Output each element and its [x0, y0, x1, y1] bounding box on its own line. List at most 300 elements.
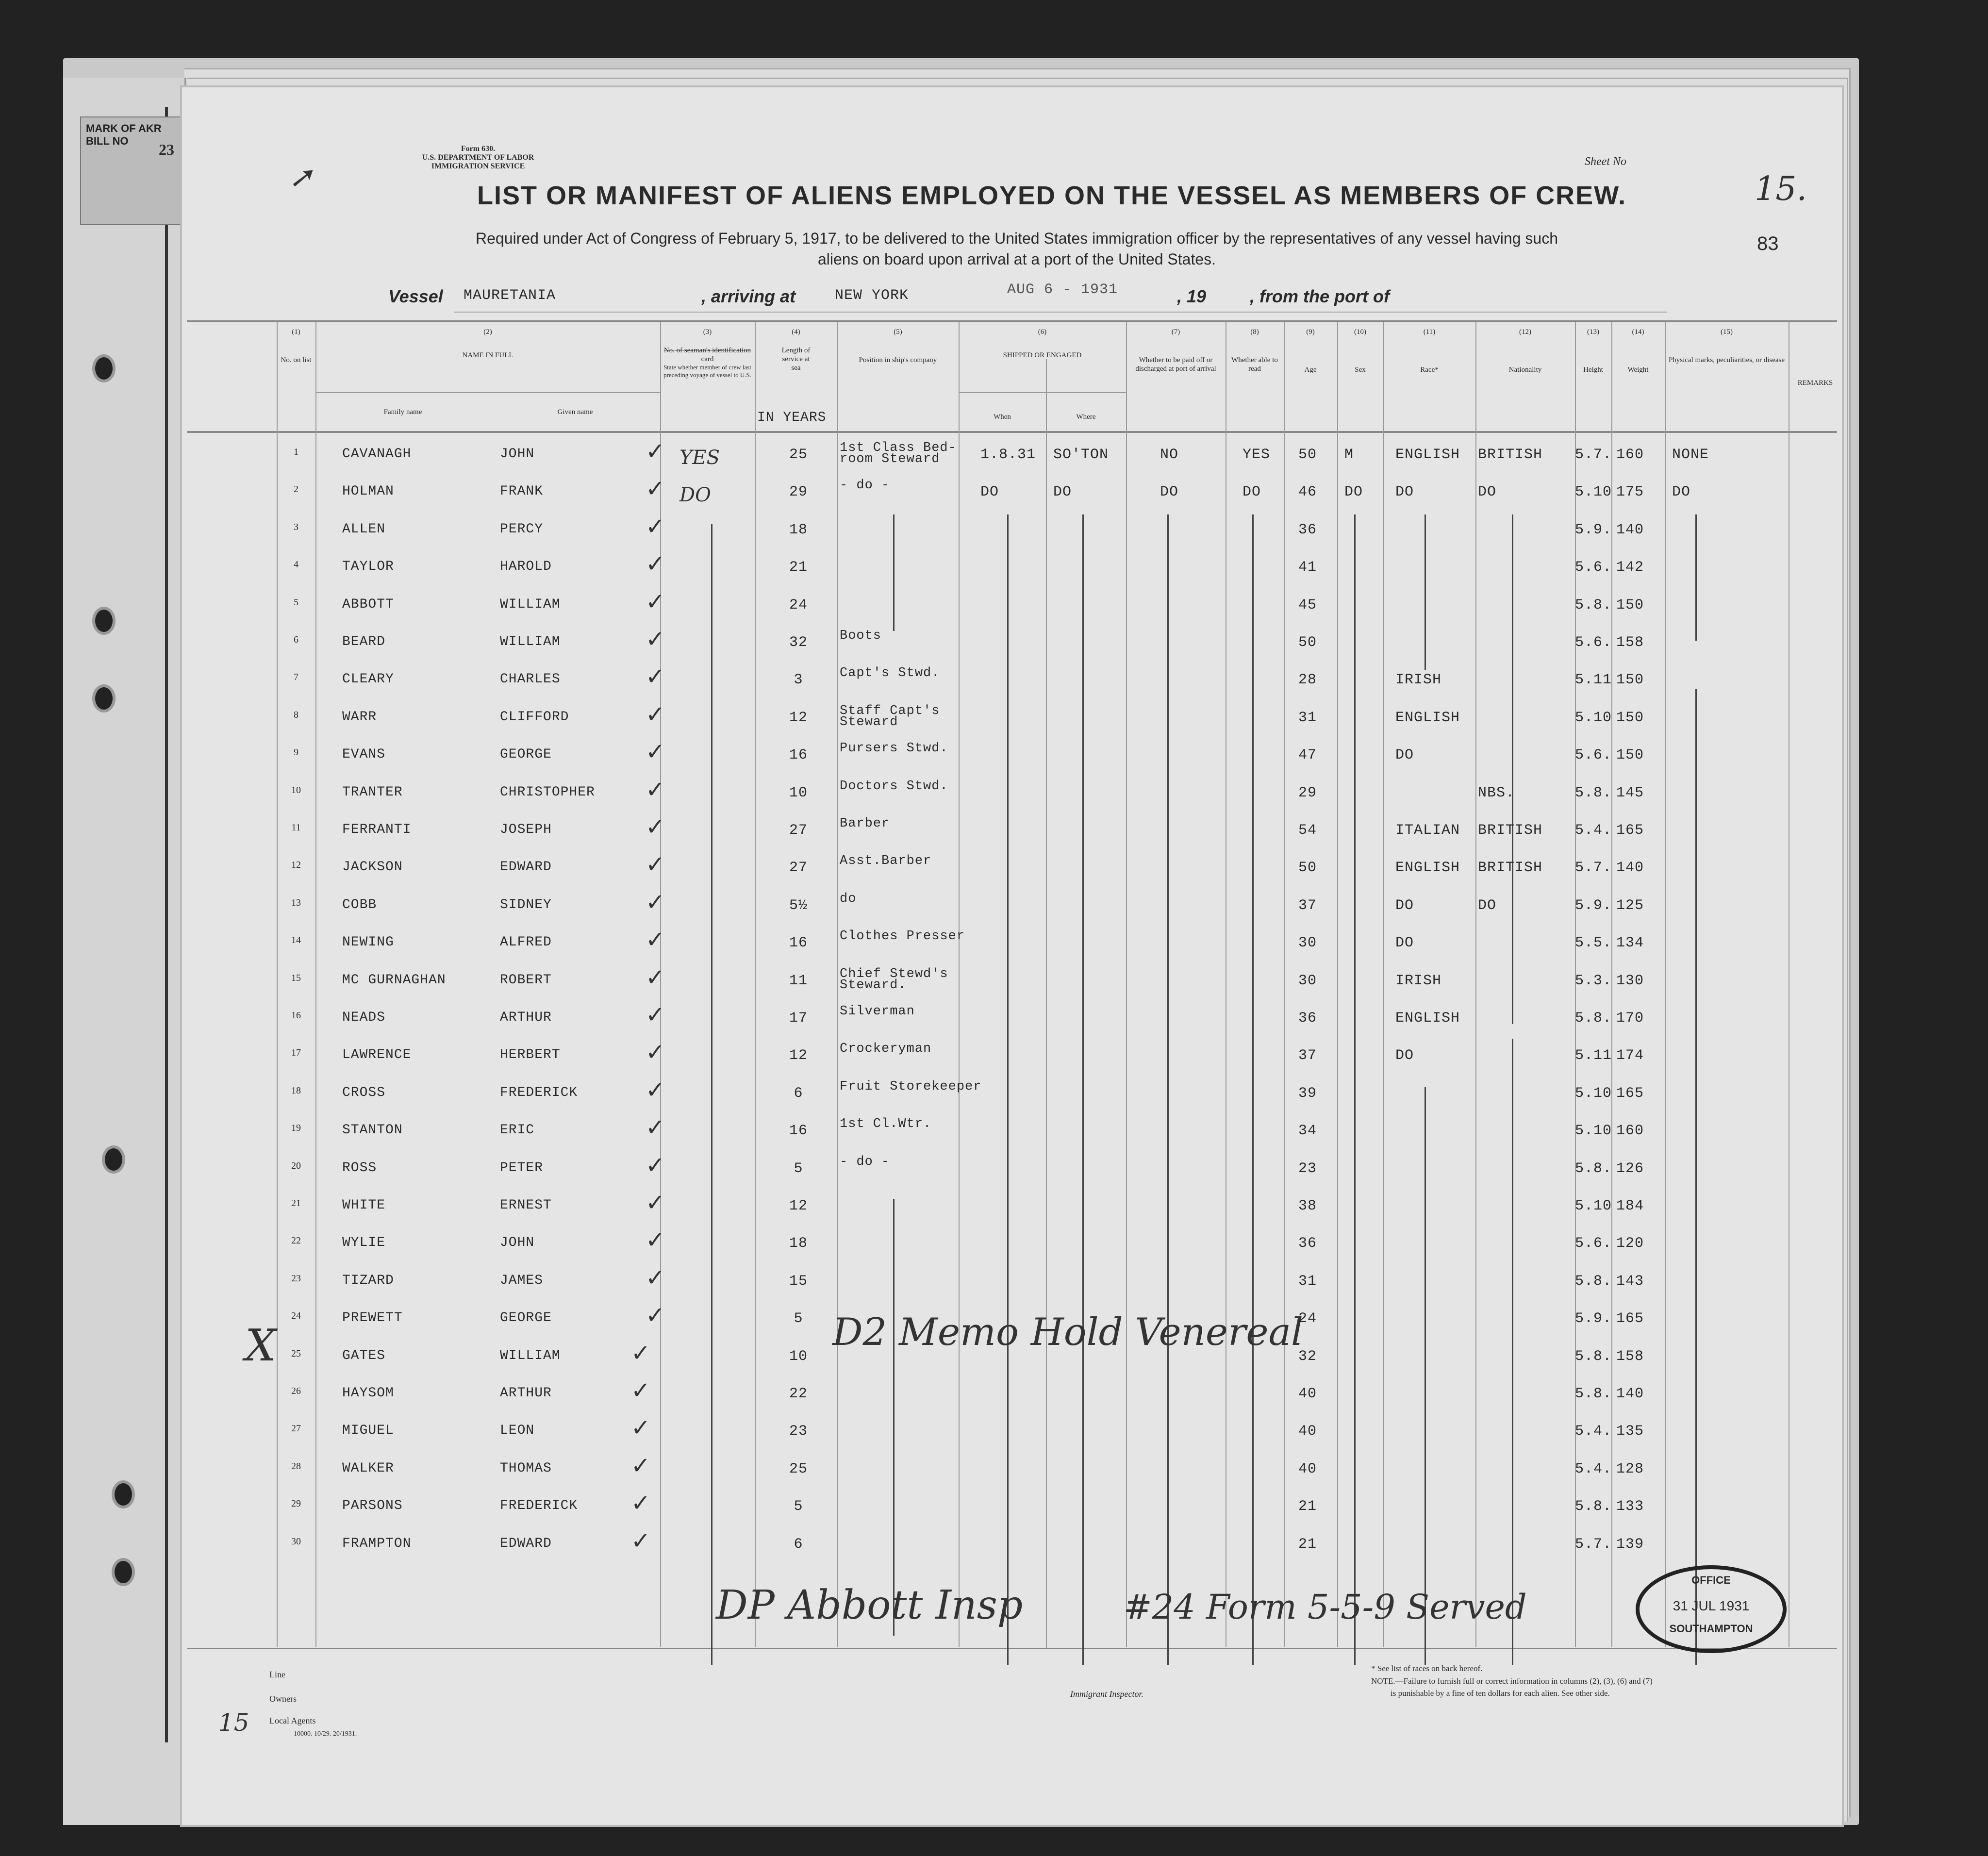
cell-family: WARR [342, 709, 377, 725]
stamp-date: 31 JUL 1931 [1673, 1598, 1750, 1613]
cell-n: 22 [291, 1235, 301, 1246]
cell-years: 22 [789, 1386, 808, 1402]
cell-height: 5.7. [1575, 860, 1612, 877]
col12-label: Nationality [1508, 366, 1542, 374]
table-row [262, 700, 1830, 746]
cell-family: MC GURNAGHAN [342, 972, 446, 988]
vessel-name: MAURETANIA [464, 287, 556, 304]
col13-number: (13) [1587, 328, 1599, 336]
checkmark: ✓ [631, 1414, 651, 1442]
checkmark: ✓ [646, 663, 665, 691]
cell-family: HOLMAN [342, 484, 394, 499]
cell-age: 31 [1298, 709, 1317, 726]
col4-years-typed: IN YEARS [757, 410, 827, 425]
cell-marks: DO [1672, 484, 1691, 501]
cell-height: 5.8. [1575, 1386, 1612, 1402]
col3-label-struck: No. of seaman's identification card [663, 347, 751, 363]
cell-height: 5.7. [1575, 447, 1612, 463]
cell-weight: 140 [1616, 860, 1644, 877]
cell-family: ABBOTT [342, 597, 394, 612]
cell-given: LEON [500, 1423, 535, 1439]
cell-race: ENGLISH [1395, 447, 1460, 463]
cell-age: 36 [1298, 1010, 1317, 1027]
binder-hole [102, 1145, 125, 1174]
cell-age: 50 [1298, 447, 1317, 463]
table-row [262, 1001, 1830, 1047]
cell-n: 8 [294, 709, 298, 720]
col11-label: Race* [1420, 366, 1439, 374]
cell-years: 32 [789, 634, 808, 651]
cell-family: WALKER [342, 1460, 394, 1476]
col7-header [1126, 328, 1226, 373]
cell-given: ERNEST [500, 1198, 552, 1213]
cell-given: FREDERICK [500, 1498, 578, 1514]
cell-mark: YES [679, 447, 720, 469]
cell-weight: 139 [1616, 1536, 1644, 1553]
cell-given: JOSEPH [500, 822, 552, 837]
cell-weight: 134 [1616, 935, 1644, 952]
checkmark: ✓ [631, 1452, 651, 1479]
cell-n: 25 [291, 1348, 301, 1359]
cell-years: 12 [789, 1198, 808, 1214]
cell-family: GATES [342, 1348, 386, 1363]
cell-height: 5.10 [1575, 709, 1612, 726]
cell-n: 10 [291, 784, 301, 795]
cell-family: BEARD [342, 634, 386, 649]
table-row [262, 438, 1830, 483]
cell-n: 20 [291, 1160, 301, 1171]
cell-position: Silverman [840, 1004, 915, 1019]
cell-age: 37 [1298, 897, 1317, 914]
cell-height: 5.10 [1575, 1123, 1612, 1140]
table-row [262, 1151, 1830, 1197]
cell-height: 5.8. [1575, 1273, 1612, 1290]
col2-number: (2) [483, 328, 492, 336]
col9-header [1284, 328, 1337, 374]
cell-years: 23 [789, 1423, 808, 1440]
cell-nat: DO [1478, 484, 1497, 501]
table-row [262, 1039, 1830, 1084]
cell-read: YES [1242, 447, 1271, 463]
cell-years: 5½ [789, 897, 808, 914]
cell-age: 21 [1298, 1536, 1317, 1553]
stamp-place: SOUTHAMPTON [1669, 1623, 1753, 1635]
col5-number: (5) [894, 328, 902, 336]
cell-years: 12 [789, 1047, 808, 1064]
arrival-date: AUG 6 - 1931 [1007, 282, 1118, 298]
cell-family: FRAMPTON [342, 1536, 412, 1551]
cell-given: JAMES [500, 1273, 544, 1288]
cell-family: CAVANAGH [342, 447, 412, 462]
col3-header [660, 328, 755, 379]
table-top-rule [187, 320, 1837, 322]
cell-height: 5.8. [1575, 1160, 1612, 1177]
cell-height: 5.8. [1575, 597, 1612, 613]
cell-height: 5.5. [1575, 935, 1612, 952]
cell-race: IRISH [1395, 672, 1442, 689]
cell-height: 5.11 [1575, 672, 1612, 689]
table-row [262, 1226, 1830, 1272]
cell-position: - do - [840, 478, 890, 493]
cell-family: STANTON [342, 1123, 403, 1138]
cell-age: 37 [1298, 1047, 1317, 1064]
table-row [262, 1114, 1830, 1160]
table-row [262, 1377, 1830, 1423]
cell-given: FREDERICK [500, 1085, 578, 1100]
cell-age: 40 [1298, 1386, 1317, 1402]
col5-header [837, 328, 959, 365]
cell-years: 27 [789, 822, 808, 839]
cell-family: CLEARY [342, 672, 394, 687]
table-row [262, 588, 1830, 634]
cell-years: 27 [789, 860, 808, 877]
col6-number: (6) [1038, 328, 1047, 336]
form-number: Form 630. [461, 145, 496, 153]
cell-weight: 150 [1616, 597, 1644, 613]
cell-n: 30 [291, 1536, 301, 1547]
col1-header [277, 328, 315, 365]
cell-where: SO'TON [1053, 447, 1109, 463]
cell-n: 18 [291, 1085, 301, 1096]
cell-sex: DO [1344, 484, 1363, 501]
table-row [262, 475, 1830, 521]
cell-years: 3 [794, 672, 803, 689]
vessel-underline [454, 312, 1667, 313]
cell-weight: 165 [1616, 822, 1644, 839]
cell-position: Capt's Stwd. [840, 666, 940, 681]
cell-weight: 130 [1616, 972, 1644, 989]
col6-where-header: Where [1076, 413, 1096, 421]
cell-years: 24 [789, 597, 808, 613]
table-row [262, 851, 1830, 896]
cell-age: 30 [1298, 935, 1317, 952]
checkmark: ✓ [646, 588, 665, 615]
checkmark: ✓ [646, 1302, 665, 1329]
cell-given: ARTHUR [500, 1010, 552, 1025]
footer-agents-label: Local Agents [269, 1716, 316, 1725]
inspector-signature: DP Abbott Insp [716, 1582, 1023, 1628]
cell-family: PREWETT [342, 1310, 403, 1326]
cell-height: 5.6. [1575, 1235, 1612, 1252]
cell-height: 5.10 [1575, 1198, 1612, 1214]
cell-given: JOHN [500, 447, 535, 462]
table-row [262, 776, 1830, 822]
col1-label: No. on list [281, 356, 312, 364]
cell-years: 25 [789, 1460, 808, 1477]
cell-position: Staff Capt's Steward [840, 703, 940, 729]
cell-years: 16 [789, 747, 808, 764]
cell-years: 10 [789, 1348, 808, 1365]
page-subtitle [366, 228, 1667, 270]
cell-weight: 170 [1616, 1010, 1644, 1027]
cell-height: 5.9. [1575, 897, 1612, 914]
binder-hole [92, 354, 116, 382]
cell-age: 30 [1298, 972, 1317, 989]
col7-number: (7) [1171, 328, 1180, 336]
cell-age: 54 [1298, 822, 1317, 839]
cell-nat: BRITISH [1478, 822, 1543, 839]
cell-age: 21 [1298, 1498, 1317, 1515]
row24-handwritten-note: D2 Memo Hold Venereal [832, 1310, 1303, 1354]
col1-number: (1) [292, 328, 300, 336]
from-port-label: , from the port of [1250, 286, 1390, 306]
cell-weight: 158 [1616, 1348, 1644, 1365]
col14-number: (14) [1632, 328, 1644, 336]
cell-position: 1st Cl.Wtr. [840, 1117, 932, 1132]
checkmark: ✓ [646, 1001, 665, 1028]
cell-age: 46 [1298, 484, 1317, 501]
subtitle-line-2: aliens on board upon arrival at a port of the United States. [817, 250, 1216, 268]
cell-age: 38 [1298, 1198, 1317, 1214]
checkmark: ✓ [646, 700, 665, 728]
cell-age: 32 [1298, 1348, 1317, 1365]
cell-weight: 128 [1616, 1460, 1644, 1477]
col3-number: (3) [703, 328, 712, 336]
cell-age: 36 [1298, 1235, 1317, 1252]
table-row [262, 663, 1830, 709]
cell-position: Doctors Stwd. [840, 779, 948, 794]
cell-height: 5.6. [1575, 559, 1612, 576]
cell-race: DO [1395, 935, 1414, 952]
cell-position: Crockeryman [840, 1042, 932, 1057]
col8-number: (8) [1250, 328, 1259, 336]
cell-years: 10 [789, 784, 808, 801]
stamp-office: OFFICE [1691, 1574, 1731, 1586]
cell-height: 5.7. [1575, 1536, 1612, 1553]
department: U.S. DEPARTMENT OF LABOR [422, 153, 534, 162]
footer-print-code: 10000. 10/29. 20/1931. [294, 1730, 357, 1738]
col10-number: (10) [1354, 328, 1366, 336]
vessel-label: Vessel [388, 286, 443, 306]
cell-read: DO [1242, 484, 1261, 501]
cell-given: HERBERT [500, 1047, 561, 1063]
cell-given: CHARLES [500, 672, 561, 687]
col15-number: (15) [1721, 328, 1733, 336]
cell-weight: 150 [1616, 709, 1644, 726]
cell-n: 4 [294, 559, 298, 570]
cell-weight: 125 [1616, 897, 1644, 914]
cell-position: Pursers Stwd. [840, 741, 948, 756]
cell-family: JACKSON [342, 860, 403, 875]
checkmark: ✓ [646, 813, 665, 841]
cell-age: 40 [1298, 1460, 1317, 1477]
cell-family: ROSS [342, 1160, 377, 1176]
cell-race: DO [1395, 747, 1414, 764]
cell-position: Fruit Storekeeper [840, 1079, 982, 1094]
cell-given: GEORGE [500, 747, 552, 762]
cell-age: 24 [1298, 1310, 1317, 1327]
col6-label: SHIPPED OR ENGAGED [1003, 351, 1082, 359]
cell-given: CLIFFORD [500, 709, 569, 725]
cell-n: 19 [291, 1123, 301, 1134]
col4-header [755, 328, 837, 372]
checkmark: ✓ [646, 926, 665, 954]
cell-height: 5.4. [1575, 1460, 1612, 1477]
checkmark: ✓ [646, 1151, 665, 1179]
cell-given: THOMAS [500, 1460, 552, 1476]
checkmark: ✓ [646, 963, 665, 991]
form-block [386, 145, 570, 171]
cell-weight: 158 [1616, 634, 1644, 651]
cell-nat: DO [1478, 897, 1497, 914]
cell-weight: 135 [1616, 1423, 1644, 1440]
cell-nat: NBS. [1478, 784, 1515, 801]
cell-n: 14 [291, 935, 301, 946]
cell-n: 7 [294, 672, 298, 683]
cell-weight: 143 [1616, 1273, 1644, 1290]
page-title: LIST OR MANIFEST OF ALIENS EMPLOYED ON THE VESSEL AS MEMBERS OF CREW. [477, 181, 1627, 210]
checkmark: ✓ [646, 1076, 665, 1104]
service: IMMIGRATION SERVICE [431, 162, 525, 170]
col13-header [1575, 328, 1611, 374]
cell-height: 5.9. [1575, 1310, 1612, 1327]
ledger-box [80, 116, 194, 225]
cell-given: EDWARD [500, 1536, 552, 1551]
col6-header [959, 328, 1126, 360]
cell-position: Barber [840, 816, 890, 831]
cell-position: Chief Stewd's Steward. [840, 966, 948, 993]
col6-when-header: When [994, 413, 1011, 421]
cell-mark: DO [679, 484, 711, 507]
footer-line-label: Line [269, 1670, 285, 1679]
col11-number: (11) [1423, 328, 1436, 336]
cell-n: 26 [291, 1386, 301, 1396]
table-row [262, 1076, 1830, 1122]
cell-nat: BRITISH [1478, 447, 1543, 463]
table-row [262, 888, 1830, 934]
cell-height: 5.8. [1575, 1010, 1612, 1027]
cell-race: DO [1395, 1047, 1414, 1064]
col13-label: Height [1583, 366, 1603, 374]
checkmark: ✓ [646, 1189, 665, 1216]
col12-header [1475, 328, 1575, 374]
cell-weight: 184 [1616, 1198, 1644, 1214]
checkmark: ✓ [646, 851, 665, 878]
sheet-label: Sheet No [1585, 155, 1626, 168]
cell-race: ENGLISH [1395, 709, 1460, 726]
cell-race: ENGLISH [1395, 860, 1460, 877]
cell-n: 12 [291, 860, 301, 871]
cell-height: 5.9. [1575, 521, 1612, 538]
cell-age: 39 [1298, 1085, 1317, 1102]
col8-label: Whether able to read [1231, 356, 1278, 373]
cell-position: Asst.Barber [840, 854, 932, 869]
table-row [262, 626, 1830, 671]
year-label: , 19 [1177, 286, 1207, 306]
cell-height: 5.8. [1575, 1348, 1612, 1365]
cell-weight: 165 [1616, 1310, 1644, 1327]
cell-family: MIGUEL [342, 1423, 394, 1439]
binder-hole [112, 1480, 135, 1508]
table-row [262, 1452, 1830, 1498]
checkmark: ✓ [646, 550, 665, 578]
binder-hole [92, 684, 116, 713]
form-served-note: #24 Form 5-5-9 Served [1124, 1587, 1527, 1627]
cell-position: 1st Class Bed- room Steward [840, 441, 957, 466]
cell-age: 28 [1298, 672, 1317, 689]
ledger-label: MARK OF AKR BILL NO [86, 122, 162, 147]
cell-given: HAROLD [500, 559, 552, 575]
cell-height: 5.11 [1575, 1047, 1612, 1064]
cell-weight: 160 [1616, 1123, 1644, 1140]
cell-n: 29 [291, 1498, 301, 1509]
cell-weight: 150 [1616, 672, 1644, 689]
cell-age: 23 [1298, 1160, 1317, 1177]
cell-paid: DO [1160, 484, 1179, 501]
cell-position: Boots [840, 629, 882, 643]
cell-given: ARTHUR [500, 1386, 552, 1401]
cell-years: 16 [789, 935, 808, 952]
checkmark: ✓ [646, 888, 665, 916]
cell-weight: 120 [1616, 1235, 1644, 1252]
col10-label: Sex [1355, 366, 1366, 374]
cell-years: 5 [794, 1310, 803, 1327]
col5-label: Position in ship's company [859, 356, 937, 364]
col3-label: State whether member of crew last preceding voyage of vessel to U.S. [663, 364, 751, 379]
cell-years: 18 [789, 1235, 808, 1252]
cell-years: 12 [789, 709, 808, 726]
checkmark: ✓ [646, 513, 665, 540]
cell-years: 18 [789, 521, 808, 538]
cell-given: WILLIAM [500, 597, 561, 612]
cell-years: 11 [789, 972, 808, 989]
cell-family: COBB [342, 897, 377, 912]
table-row [262, 1189, 1830, 1235]
subtitle-line-1: Required under Act of Congress of February 5, 1917, to be delivered to the United States immigration officer by the representatives of any vessel having such [476, 230, 1558, 247]
col8-header [1226, 328, 1284, 373]
cell-n: 16 [291, 1010, 301, 1021]
checkmark: ✓ [646, 475, 665, 503]
table-row [262, 813, 1830, 859]
cell-age: 29 [1298, 784, 1317, 801]
cell-years: 17 [789, 1010, 808, 1027]
cell-years: 15 [789, 1273, 808, 1290]
header-bottom-rule [187, 431, 1837, 433]
table-row [262, 963, 1830, 1010]
cell-n: 15 [291, 972, 301, 983]
cell-height: 5.10 [1575, 484, 1612, 501]
table-row [262, 1264, 1830, 1310]
cell-height: 5.4. [1575, 1423, 1612, 1440]
cell-age: 31 [1298, 1273, 1317, 1290]
checkmark: ✓ [646, 1114, 665, 1142]
arrival-port: NEW YORK [835, 287, 909, 304]
cell-given: FRANK [500, 484, 544, 499]
binder-hole [112, 1558, 135, 1586]
cell-age: 41 [1298, 559, 1317, 576]
footer-note-failure: NOTE.—Failure to furnish full or correct information in columns (2), (3), (6) and (7) [1371, 1676, 1653, 1686]
cell-paid: NO [1160, 447, 1179, 463]
cell-weight: 140 [1616, 521, 1644, 538]
cell-family: PARSONS [342, 1498, 403, 1514]
cell-sex: M [1344, 447, 1354, 463]
cell-given: WILLIAM [500, 634, 561, 649]
cell-marks: NONE [1672, 447, 1709, 463]
table-row [262, 738, 1830, 784]
cell-weight: 140 [1616, 1386, 1644, 1402]
cell-family: TAYLOR [342, 559, 394, 575]
cell-race: IRISH [1395, 972, 1442, 989]
cell-height: 5.8. [1575, 1498, 1612, 1515]
row24-x-mark: X [245, 1320, 277, 1371]
col2-header [315, 328, 660, 360]
cell-n: 21 [291, 1198, 301, 1209]
table-row [262, 1527, 1830, 1573]
table-row [262, 1339, 1830, 1385]
pen-mark-arrow: ➚ [289, 160, 314, 194]
cell-weight: 175 [1616, 484, 1644, 501]
page-number: 83 [1757, 233, 1779, 254]
